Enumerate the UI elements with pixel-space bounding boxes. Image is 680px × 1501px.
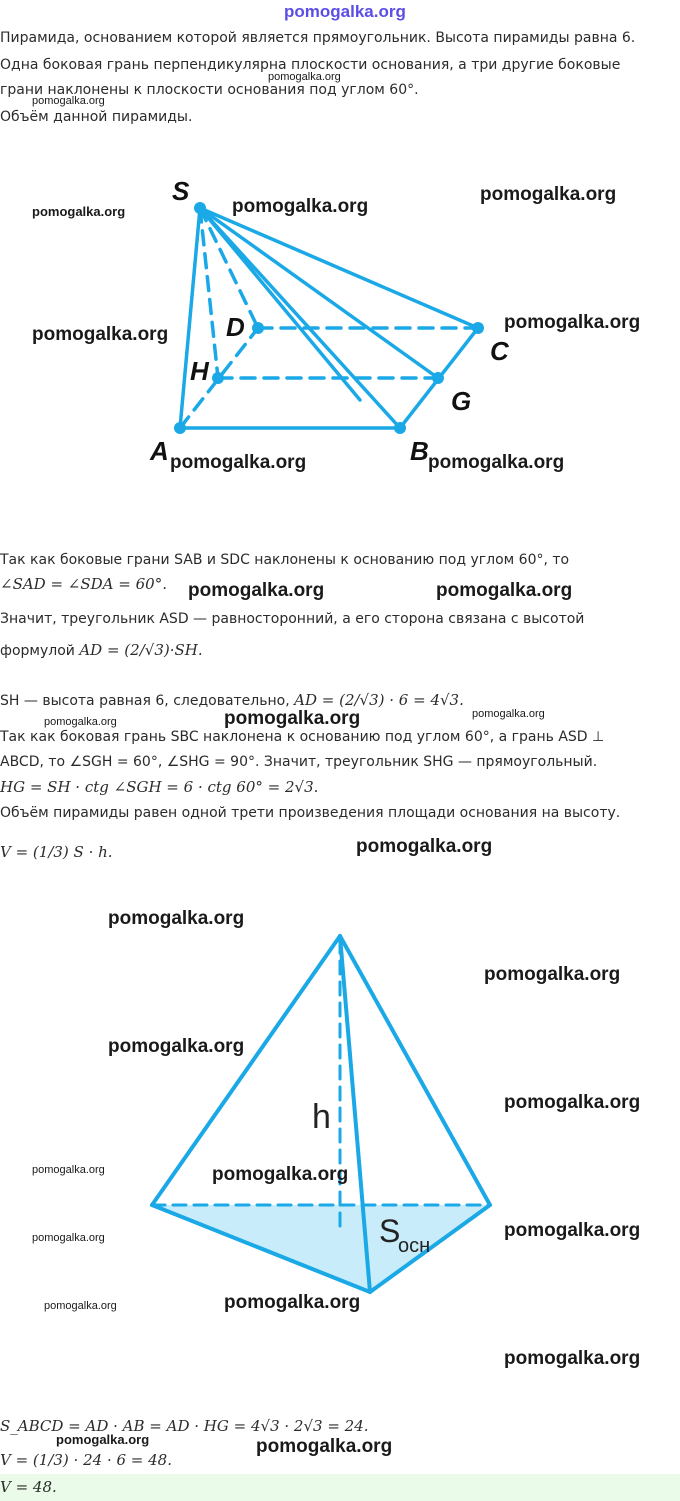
solution-line-7: ABCD, то ∠SGH = 60°, ∠SHG = 90°. Значит, треугольник SHG — прямоугольный. [0, 754, 598, 770]
problem-line-2: Одна боковая грань перпендикулярна плоскости основания, а три другие боковые [0, 57, 621, 73]
solution-line-1: Так как боковые грани SAB и SDC наклонены к основанию под углом 60°, то [0, 552, 570, 568]
solution-line-10: V = (1/3) S · h. [0, 843, 113, 861]
problem-line-3: грани наклонены к плоскости основания под углом 60°. [0, 82, 419, 98]
solution-line-4-text: формулой [0, 643, 80, 659]
solution-line-6: Так как боковая грань SBC наклонена к основанию под углом 60°, а грань ASD ⊥ [0, 729, 605, 745]
watermark: pomogalka.org [428, 452, 565, 473]
solution-line-4 [0, 640, 203, 661]
label-h: H [190, 356, 209, 386]
watermark: pomogalka.org [224, 708, 361, 729]
problem-line-4: Объём данной пирамиды. [0, 109, 193, 125]
watermark: pomogalka.org [32, 324, 169, 345]
base-area-label: S [379, 1213, 401, 1249]
watermark: pomogalka.org [108, 1036, 245, 1057]
watermark: pomogalka.org [356, 836, 493, 857]
watermark: pomogalka.org [268, 71, 341, 83]
watermark: pomogalka.org [224, 1292, 361, 1313]
watermark: pomogalka.org [188, 580, 325, 601]
solution-line-5-text: SH — высота равная 6, следовательно, [0, 693, 295, 709]
final-answer: V = 48. [0, 1478, 57, 1496]
watermark: pomogalka.org [504, 1220, 641, 1241]
watermark: pomogalka.org [108, 908, 245, 929]
watermark: pomogalka.org [32, 95, 105, 107]
watermark: pomogalka.org [472, 708, 545, 720]
watermark: pomogalka.org [32, 1232, 105, 1244]
formula-ad-value: AD = (2/√3) · 6 = 4√3. [294, 691, 464, 709]
solution-line-8: HG = SH · ctg ∠SGH = 6 · ctg 60° = 2√3. [0, 778, 319, 796]
watermark: pomogalka.org [504, 312, 641, 333]
watermark: pomogalka.org [32, 204, 126, 219]
watermark: pomogalka.org [504, 1092, 641, 1113]
watermark: pomogalka.org [480, 184, 617, 205]
watermark: pomogalka.org [436, 580, 573, 601]
watermark: pomogalka.org [484, 964, 621, 985]
answer-highlight [0, 1474, 680, 1501]
watermark: pomogalka.org [44, 1300, 117, 1312]
solution-line-2: ∠SAD = ∠SDA = 60°. [0, 575, 167, 593]
label-s: S [172, 176, 190, 206]
watermark: pomogalka.org [232, 196, 369, 217]
watermark-top: pomogalka.org [284, 2, 406, 21]
final-line-2: V = (1/3) · 24 · 6 = 48. [0, 1451, 172, 1469]
solution-line-9: Объём пирамиды равен одной трети произведения площади основания на высоту. [0, 805, 621, 821]
label-g: G [451, 386, 472, 416]
label-d: D [226, 312, 245, 342]
height-label: h [312, 1098, 331, 1136]
watermark: pomogalka.org [212, 1164, 349, 1185]
label-a: A [150, 436, 169, 466]
problem-line-1: Пирамида, основанием которой является прямоугольник. Высота пирамиды равна 6. [0, 30, 636, 46]
watermark: pomogalka.org [56, 1432, 150, 1447]
watermark: pomogalka.org [504, 1348, 641, 1369]
watermark: pomogalka.org [170, 452, 307, 473]
watermark: pomogalka.org [256, 1436, 393, 1457]
label-b: B [410, 436, 429, 466]
base-area-subscript: осн [398, 1235, 431, 1257]
label-c: C [490, 336, 509, 366]
formula-ad: AD = (2/√3)·SH. [79, 641, 203, 659]
solution-line-3: Значит, треугольник ASD — равносторонний, а его сторона связана с высотой [0, 611, 585, 627]
watermark: pomogalka.org [44, 716, 117, 728]
final-line-1: S_ABCD = AD · AB = AD · HG = 4√3 · 2√3 = 24. [0, 1417, 369, 1435]
watermark: pomogalka.org [32, 1164, 105, 1176]
